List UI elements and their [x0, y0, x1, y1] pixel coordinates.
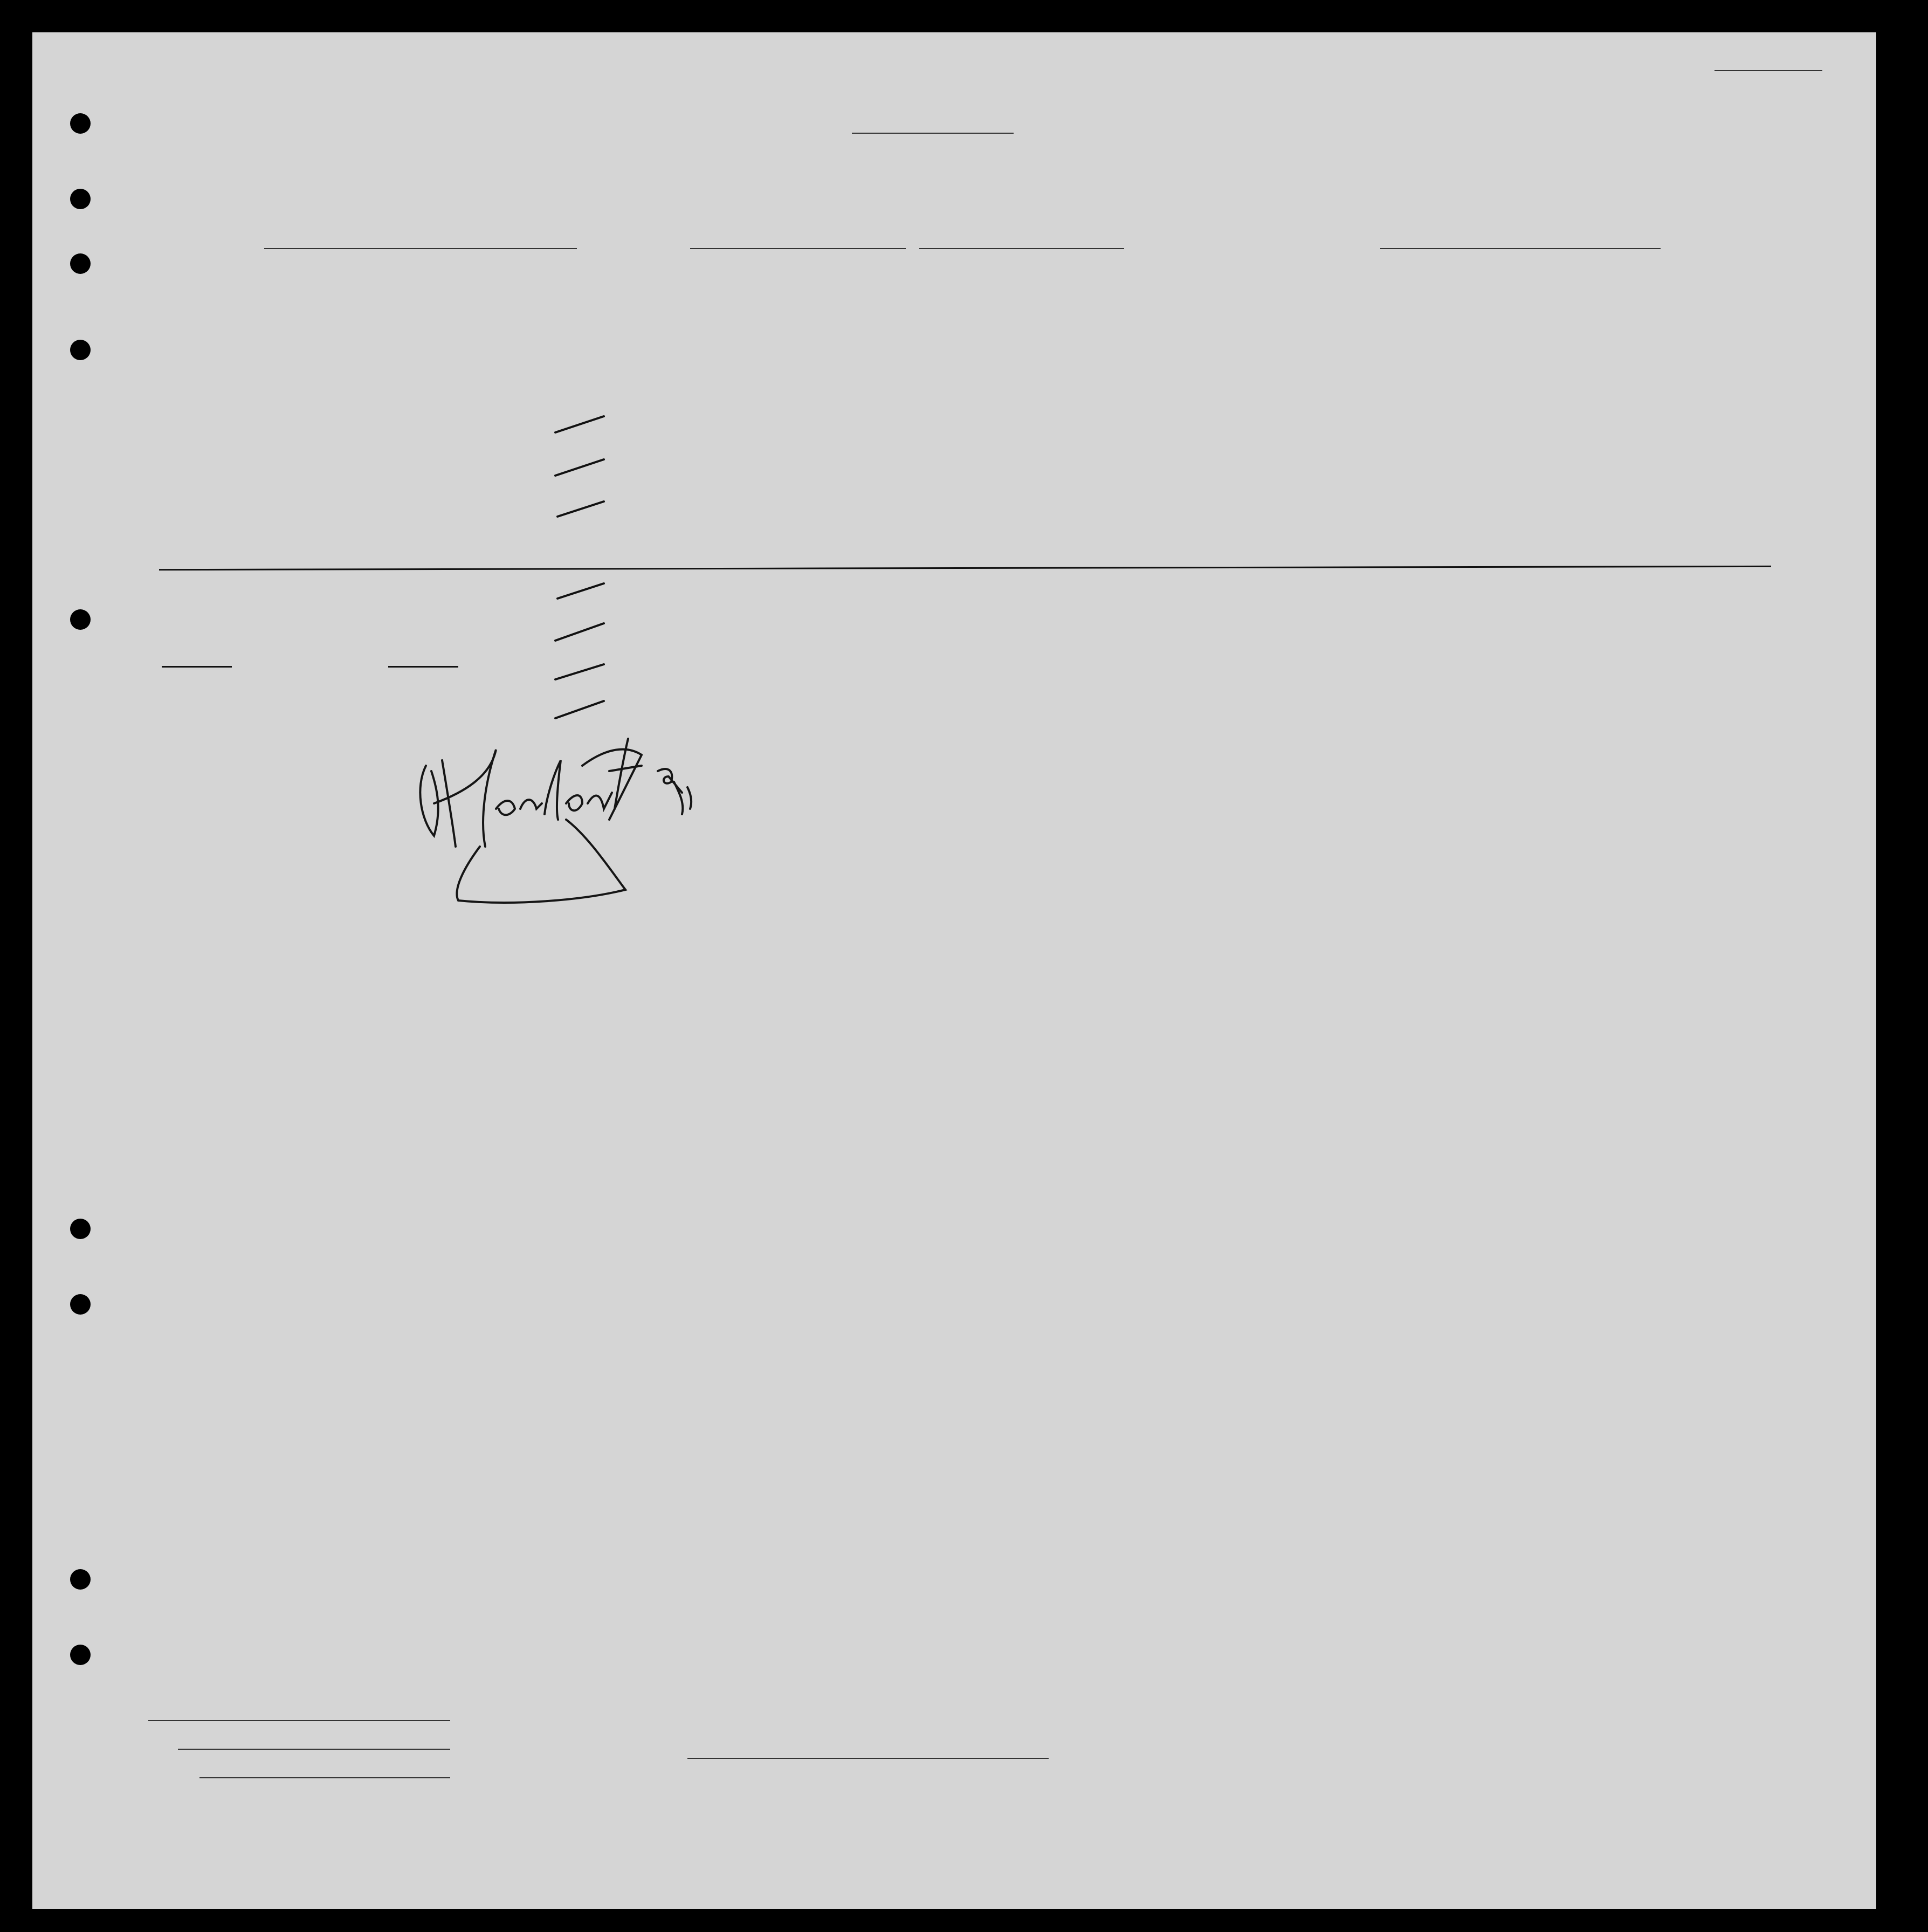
footer-line-rule [148, 1720, 450, 1721]
footer-owners-rule [178, 1749, 450, 1750]
form-grid [32, 32, 1876, 1909]
row7-given-strike [388, 666, 458, 668]
inspector-rule [687, 1758, 1049, 1759]
manifest-page [32, 32, 1876, 1909]
row7-family-strike [162, 666, 232, 668]
id-card-marks [550, 410, 615, 723]
footer-agents-rule [199, 1777, 450, 1778]
inspector-signature [404, 728, 706, 911]
